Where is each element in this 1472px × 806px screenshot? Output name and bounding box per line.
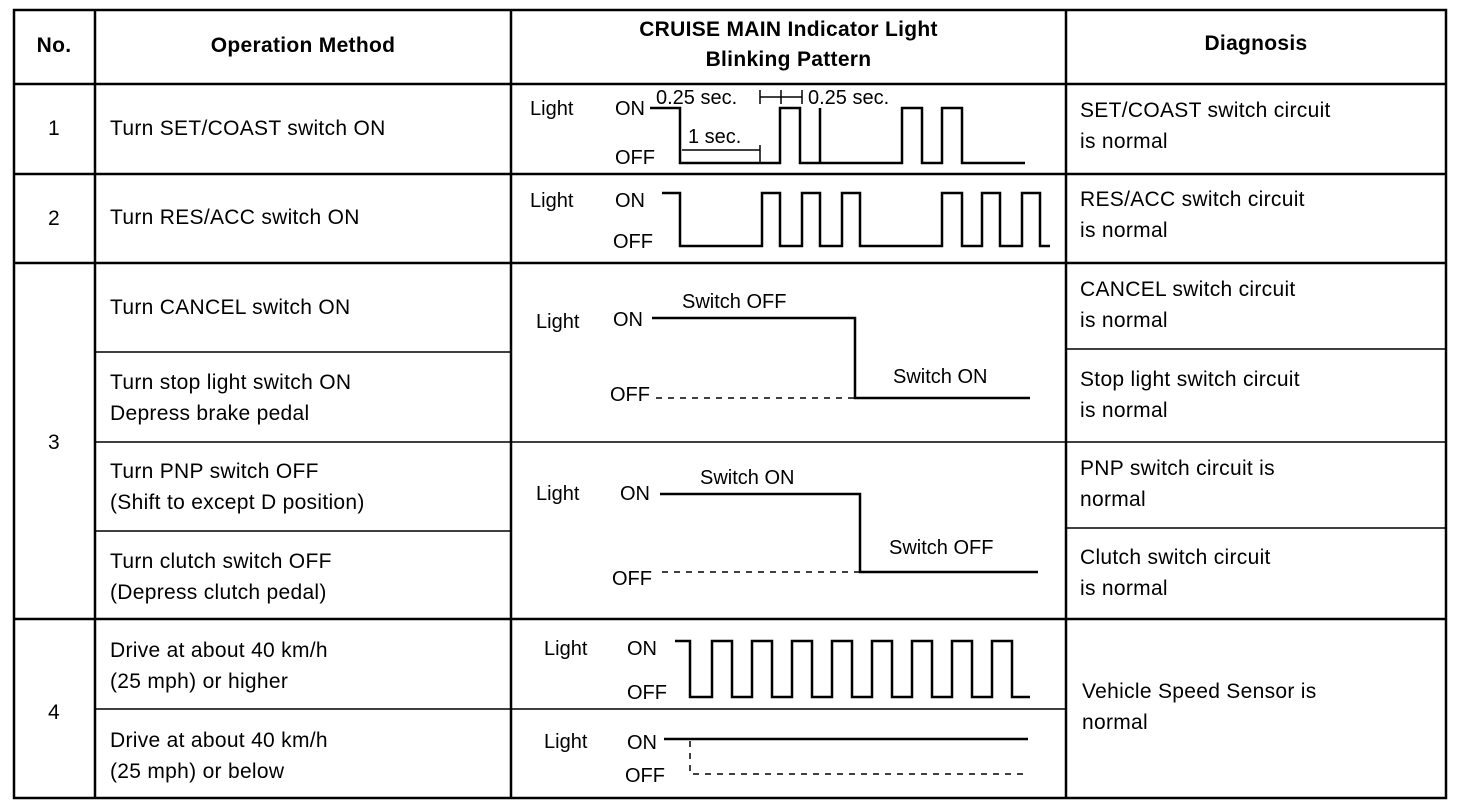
diagnosis-text: SET/COAST switch circuit is normal	[1080, 99, 1331, 153]
operation-method: Drive at about 40 km/h (25 mph) or below	[110, 729, 328, 783]
waveform-off-label: OFF	[613, 231, 653, 253]
waveform-light-label: Light	[544, 638, 588, 660]
row-number: 1	[48, 117, 60, 140]
diagnosis-text: Clutch switch circuit is normal	[1080, 546, 1271, 600]
row-number: 3	[48, 431, 60, 454]
diagnosis-text: RES/ACC switch circuit is normal	[1080, 188, 1305, 242]
waveform-row-3-cancel	[536, 291, 1030, 406]
switch-state-label: Switch OFF	[889, 537, 994, 559]
header-diagnosis: Diagnosis	[1204, 32, 1308, 55]
signal-trace	[662, 193, 1050, 246]
operation-method: Turn RES/ACC switch ON	[110, 206, 360, 229]
header-pattern-line2: Blinking Pattern	[705, 48, 872, 71]
waveform-off-label: OFF	[610, 384, 650, 406]
operation-method: Turn CANCEL switch ON	[110, 296, 351, 319]
waveform-light-label: Light	[530, 98, 574, 120]
waveform-on-label: ON	[615, 98, 645, 120]
waveform-off-label: OFF	[612, 568, 652, 590]
row-number: 2	[48, 207, 60, 230]
waveform-light-label: Light	[544, 731, 588, 753]
waveform-on-label: ON	[620, 483, 650, 505]
diagnosis-text: Stop light switch circuit is normal	[1080, 368, 1300, 422]
header-pattern-line1: CRUISE MAIN Indicator Light	[639, 18, 938, 41]
waveform-on-label: ON	[627, 638, 657, 660]
waveform-off-label: OFF	[627, 682, 667, 704]
timing-label: 0.25 sec.	[656, 87, 738, 109]
timing-label: 0.25 sec.	[808, 87, 890, 109]
switch-state-label: Switch OFF	[682, 291, 787, 313]
switch-state-label: Switch ON	[700, 467, 795, 489]
waveform-row-3-pnp	[536, 467, 1038, 590]
waveform-row-4-higher	[544, 638, 1030, 704]
waveform-on-label: ON	[613, 309, 643, 331]
signal-trace	[675, 641, 1030, 697]
signal-trace	[660, 494, 1038, 572]
header-no: No.	[36, 34, 72, 57]
waveform-on-label: ON	[627, 732, 657, 754]
off-baseline	[690, 741, 1028, 774]
switch-state-label: Switch ON	[893, 366, 988, 388]
waveform-light-label: Light	[536, 311, 580, 333]
waveform-row-4-below	[544, 731, 1028, 787]
waveform-off-label: OFF	[615, 147, 655, 169]
operation-method: Drive at about 40 km/h (25 mph) or higher	[110, 639, 328, 693]
operation-method: Turn stop light switch ON Depress brake pedal	[110, 371, 352, 425]
waveform-row-1	[530, 87, 1025, 169]
waveform-light-label: Light	[530, 190, 574, 212]
operation-method: Turn PNP switch OFF (Shift to except D position)	[110, 460, 365, 514]
row-number: 4	[48, 701, 60, 724]
operation-method: Turn clutch switch OFF (Depress clutch pedal)	[110, 550, 332, 604]
timing-label: 1 sec.	[688, 126, 742, 148]
diagnosis-text: Vehicle Speed Sensor is normal	[1082, 680, 1317, 734]
operation-method: Turn SET/COAST switch ON	[110, 117, 386, 140]
waveform-light-label: Light	[536, 483, 580, 505]
header-method: Operation Method	[210, 34, 396, 57]
waveform-on-label: ON	[615, 190, 645, 212]
diagnosis-text: PNP switch circuit is normal	[1080, 457, 1275, 511]
diagnosis-text: CANCEL switch circuit is normal	[1080, 278, 1296, 332]
waveform-off-label: OFF	[625, 765, 665, 787]
waveform-row-2	[530, 190, 1050, 253]
